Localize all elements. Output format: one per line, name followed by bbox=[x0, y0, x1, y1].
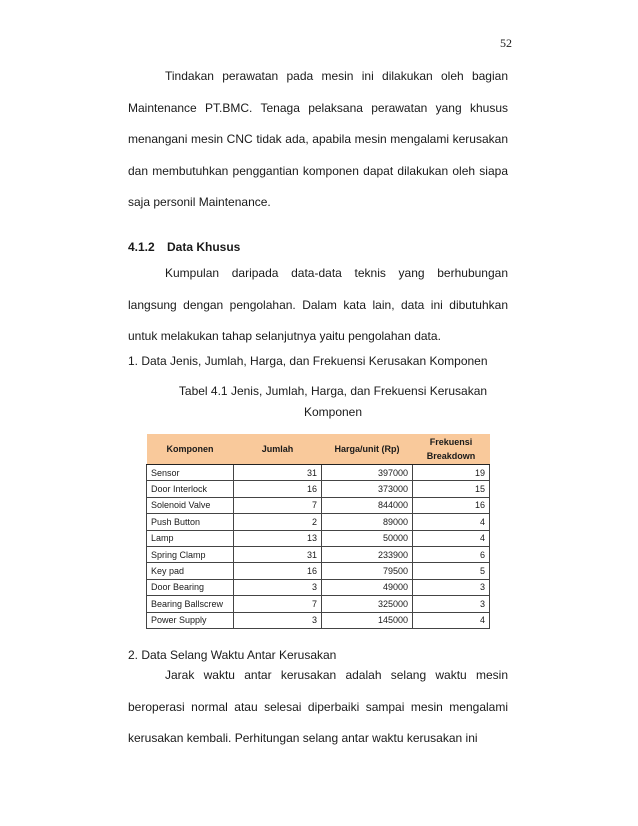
column-header: Komponen bbox=[147, 434, 234, 465]
cell-jumlah: 16 bbox=[234, 481, 322, 497]
cell-komponen: Spring Clamp bbox=[147, 546, 234, 562]
cell-frekuensi: 4 bbox=[413, 530, 490, 546]
cell-komponen: Solenoid Valve bbox=[147, 497, 234, 513]
cell-harga: 49000 bbox=[322, 579, 413, 595]
cell-harga: 50000 bbox=[322, 530, 413, 546]
section-title: Data Khusus bbox=[167, 240, 241, 254]
cell-komponen: Sensor bbox=[147, 465, 234, 481]
cell-frekuensi: 15 bbox=[413, 481, 490, 497]
table-row bbox=[147, 596, 490, 612]
cell-frekuensi: 5 bbox=[413, 563, 490, 579]
cell-komponen: Door Interlock bbox=[147, 481, 234, 497]
column-header: Jumlah bbox=[234, 434, 322, 465]
page-number: 52 bbox=[500, 36, 512, 50]
cell-frekuensi: 19 bbox=[413, 465, 490, 481]
column-header: Frekuensi Breakdown bbox=[413, 434, 490, 465]
cell-frekuensi: 6 bbox=[413, 546, 490, 562]
table-row bbox=[147, 546, 490, 562]
cell-harga: 844000 bbox=[322, 497, 413, 513]
table-header-row bbox=[147, 434, 490, 465]
table-row bbox=[147, 579, 490, 595]
cell-harga: 145000 bbox=[322, 612, 413, 628]
paragraph-selang-waktu: Jarak waktu antar kerusakan adalah selang waktu mesin beroperasi normal atau selesai diperbaiki sampai mesin mengalami kerusakan kembali. Perhitungan selang antar waktu kerusakan ini bbox=[128, 668, 508, 745]
list-item-2: 2. Data Selang Waktu Antar Kerusakan bbox=[128, 648, 337, 662]
cell-frekuensi: 4 bbox=[413, 612, 490, 628]
cell-frekuensi: 4 bbox=[413, 514, 490, 530]
cell-jumlah: 7 bbox=[234, 497, 322, 513]
paragraph-maintenance: Tindakan perawatan pada mesin ini dilakukan oleh bagian Maintenance PT.BMC. Tenaga pelaksana perawatan yang khusus menangani mesin CNC tidak ada, apabila mesin mengalami kerusakan dan membutuhkan penggantian komponen dapat dilakukan oleh siapa saja personil Maintenance. bbox=[128, 69, 508, 209]
cell-harga: 373000 bbox=[322, 481, 413, 497]
cell-harga: 233900 bbox=[322, 546, 413, 562]
cell-harga: 325000 bbox=[322, 596, 413, 612]
cell-jumlah: 13 bbox=[234, 530, 322, 546]
component-table bbox=[146, 434, 490, 629]
list-item-1: 1. Data Jenis, Jumlah, Harga, dan Frekuensi Kerusakan Komponen bbox=[128, 354, 488, 368]
cell-jumlah: 31 bbox=[234, 546, 322, 562]
cell-harga: 79500 bbox=[322, 563, 413, 579]
column-header: Harga/unit (Rp) bbox=[322, 434, 413, 465]
section-heading bbox=[128, 238, 240, 256]
cell-komponen: Power Supply bbox=[147, 612, 234, 628]
cell-jumlah: 7 bbox=[234, 596, 322, 612]
table-caption-line-2: Komponen bbox=[303, 405, 363, 419]
section-number: 4.1.2 bbox=[128, 240, 155, 254]
cell-jumlah: 3 bbox=[234, 579, 322, 595]
table-row bbox=[147, 497, 490, 513]
table-row bbox=[147, 465, 490, 481]
table-row bbox=[147, 481, 490, 497]
cell-frekuensi: 3 bbox=[413, 579, 490, 595]
cell-komponen: Push Button bbox=[147, 514, 234, 530]
cell-jumlah: 2 bbox=[234, 514, 322, 530]
cell-komponen: Door Bearing bbox=[147, 579, 234, 595]
table-row bbox=[147, 530, 490, 546]
table-caption-line-1: Tabel 4.1 Jenis, Jumlah, Harga, dan Frekuensi Kerusakan bbox=[178, 384, 488, 398]
cell-komponen: Bearing Ballscrew bbox=[147, 596, 234, 612]
paragraph-data-khusus: Kumpulan daripada data-data teknis yang berhubungan langsung dengan pengolahan. Dalam kata lain, data ini dibutuhkan untuk melakukan tahap selanjutnya yaitu pengolahan data. bbox=[128, 266, 508, 343]
cell-harga: 397000 bbox=[322, 465, 413, 481]
cell-jumlah: 31 bbox=[234, 465, 322, 481]
cell-harga: 89000 bbox=[322, 514, 413, 530]
cell-frekuensi: 16 bbox=[413, 497, 490, 513]
cell-komponen: Lamp bbox=[147, 530, 234, 546]
cell-jumlah: 3 bbox=[234, 612, 322, 628]
table-row bbox=[147, 612, 490, 628]
cell-jumlah: 16 bbox=[234, 563, 322, 579]
table-row bbox=[147, 514, 490, 530]
cell-komponen: Key pad bbox=[147, 563, 234, 579]
cell-frekuensi: 3 bbox=[413, 596, 490, 612]
table-row bbox=[147, 563, 490, 579]
